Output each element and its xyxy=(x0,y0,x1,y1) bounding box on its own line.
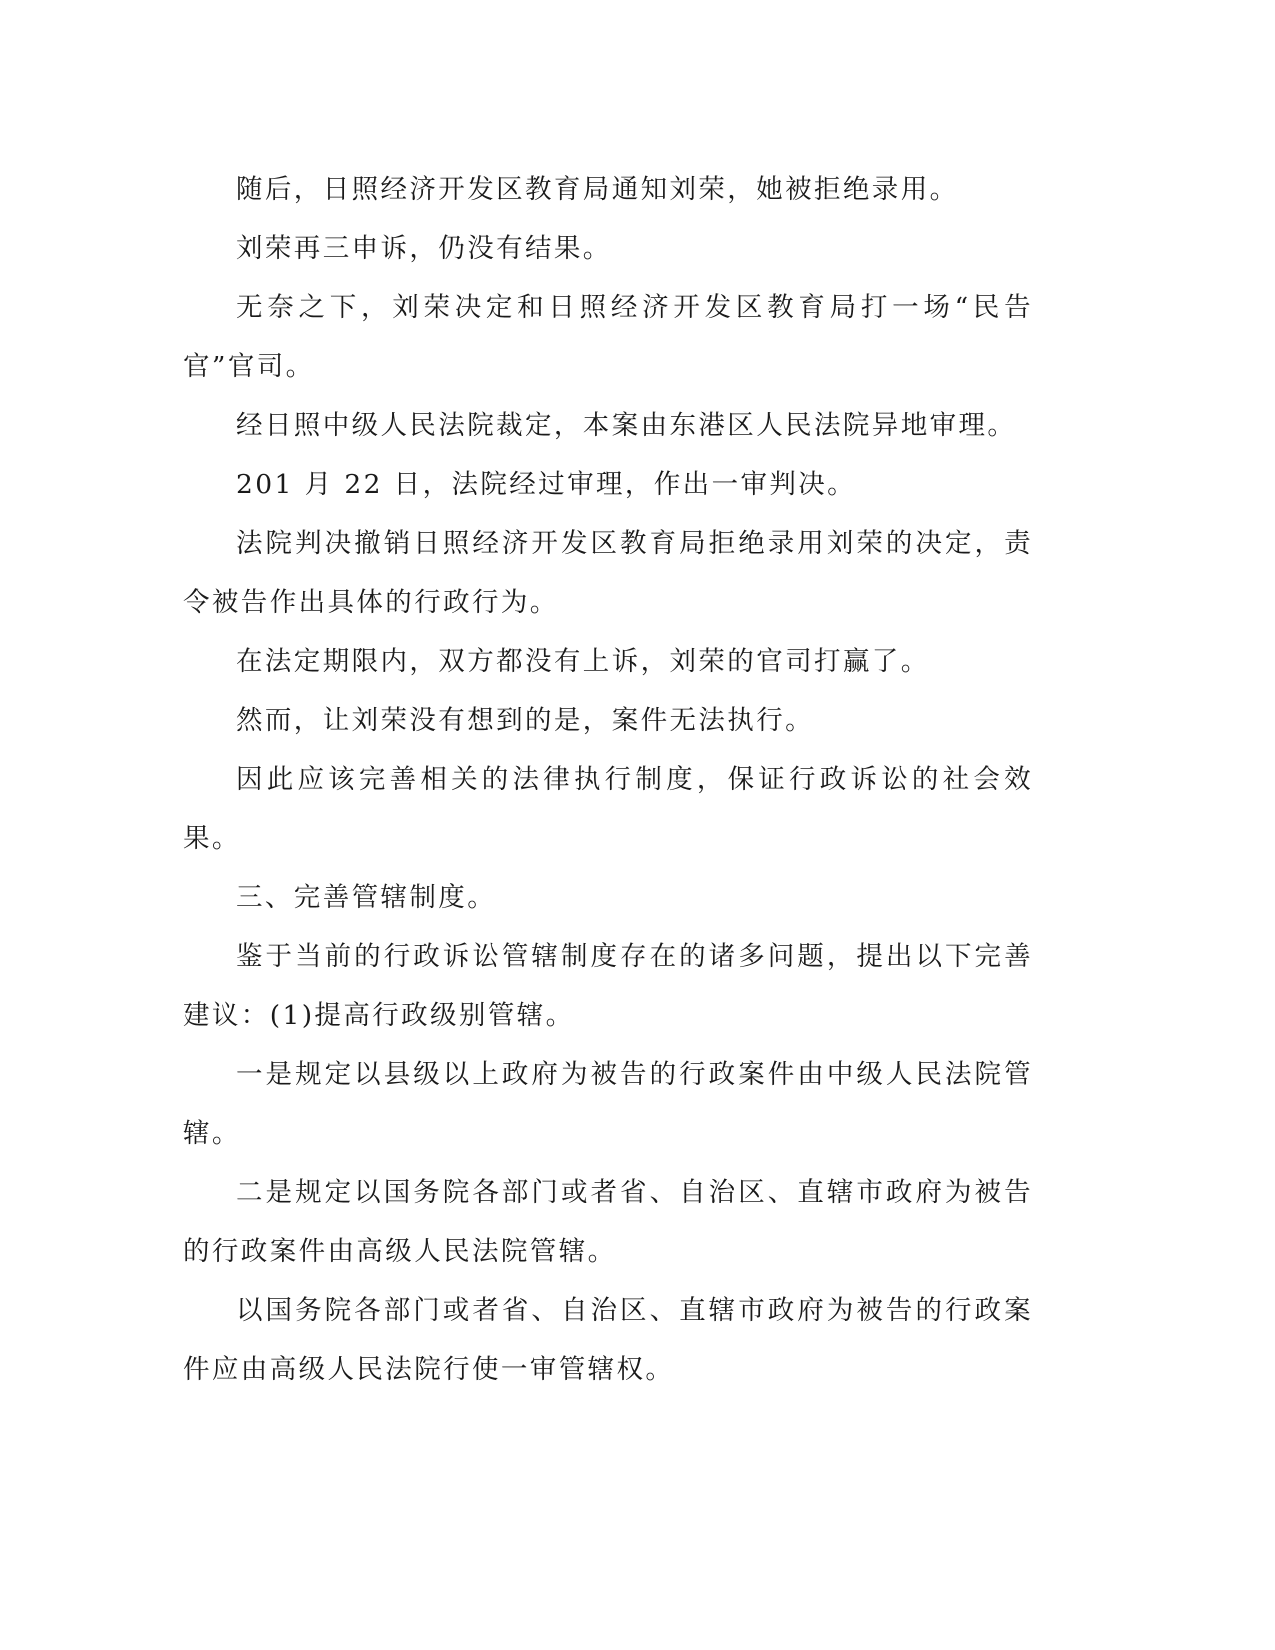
document-body xyxy=(183,160,1033,1399)
paragraph-13: 二是规定以国务院各部门或者省、自治区、直辖市政府为被告的行政案件由高级人民法院管辖。 xyxy=(183,1177,1033,1267)
paragraph-2: 刘荣再三申诉，仍没有结果。 xyxy=(236,233,612,264)
paragraph-11: 鉴于当前的行政诉讼管辖制度存在的诸多问题，提出以下完善建议：(1)提高行政级别管辖。 xyxy=(183,941,1033,1031)
paragraph-7: 在法定期限内，双方都没有上诉，刘荣的官司打赢了。 xyxy=(236,646,930,677)
section-heading: 三、完善管辖制度。 xyxy=(236,882,497,913)
paragraph-9: 因此应该完善相关的法律执行制度，保证行政诉讼的社会效果。 xyxy=(183,764,1033,854)
paragraph-4: 经日照中级人民法院裁定，本案由东港区人民法院异地审理。 xyxy=(236,410,1017,441)
paragraph-8: 然而，让刘荣没有想到的是，案件无法执行。 xyxy=(236,705,814,736)
paragraph-1: 随后，日照经济开发区教育局通知刘荣，她被拒绝录用。 xyxy=(236,174,959,205)
paragraph-6: 法院判决撤销日照经济开发区教育局拒绝录用刘荣的决定，责令被告作出具体的行政行为。 xyxy=(183,528,1033,618)
paragraph-12: 一是规定以县级以上政府为被告的行政案件由中级人民法院管辖。 xyxy=(183,1059,1033,1149)
paragraph-3: 无奈之下，刘荣决定和日照经济开发区教育局打一场“民告官”官司。 xyxy=(183,292,1033,382)
paragraph-5: 201 月 22 日，法院经过审理，作出一审判决。 xyxy=(236,469,857,500)
paragraph-14: 以国务院各部门或者省、自治区、直辖市政府为被告的行政案件应由高级人民法院行使一审管辖权。 xyxy=(183,1295,1033,1385)
